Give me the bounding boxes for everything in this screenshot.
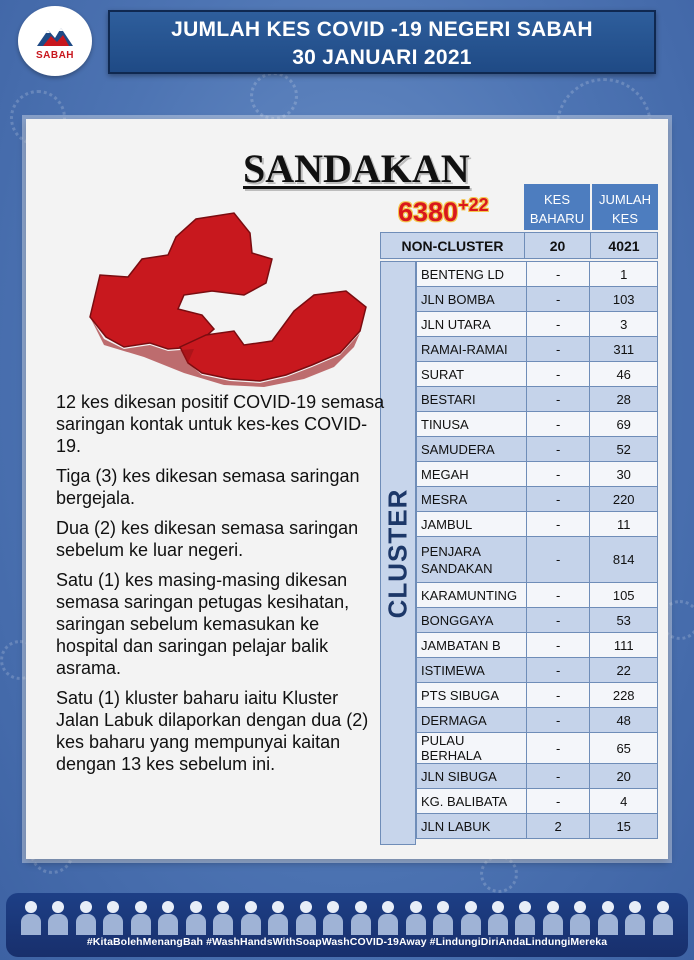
cluster-name: SURAT xyxy=(417,362,527,387)
table-row xyxy=(417,512,658,537)
table-row xyxy=(417,287,658,312)
frontliner-icon xyxy=(295,897,317,935)
cluster-new-cases: - xyxy=(526,683,589,708)
district-title: SANDAKAN xyxy=(243,146,470,191)
cluster-name: ISTIMEWA xyxy=(417,658,527,683)
cluster-name: KARAMUNTING xyxy=(417,583,527,608)
cluster-total-cases: 15 xyxy=(590,814,658,839)
frontliner-icon xyxy=(460,897,482,935)
cluster-new-cases: - xyxy=(526,733,589,764)
cluster-name: MESRA xyxy=(417,487,527,512)
cluster-new-cases: - xyxy=(526,789,589,814)
note-3: Dua (2) kes dikesan semasa saringan sebelum ke luar negeri. xyxy=(56,518,359,560)
frontliner-icon xyxy=(130,897,152,935)
cluster-new-cases: - xyxy=(526,412,589,437)
cluster-name: JAMBUL xyxy=(417,512,527,537)
cluster-new-cases: - xyxy=(526,337,589,362)
cluster-total-cases: 220 xyxy=(590,487,658,512)
cluster-total-cases: 69 xyxy=(590,412,658,437)
cluster-new-cases: - xyxy=(526,658,589,683)
cluster-new-cases: - xyxy=(526,764,589,789)
cluster-new-cases: - xyxy=(526,537,589,583)
cluster-total-cases: 228 xyxy=(590,683,658,708)
frontliner-icon xyxy=(267,897,289,935)
note-1: 12 kes dikesan positif COVID-19 semasa saringan kontak untuk kes-kes COVID-19. xyxy=(56,392,385,456)
cluster-total-cases: 1 xyxy=(590,262,658,287)
cluster-total-cases: 20 xyxy=(590,764,658,789)
frontliner-icon xyxy=(597,897,619,935)
cluster-name: JLN BOMBA xyxy=(417,287,527,312)
cluster-name: TINUSA xyxy=(417,412,527,437)
virus-decoration xyxy=(480,855,518,893)
frontliner-icon xyxy=(240,897,262,935)
table-row xyxy=(417,437,658,462)
cluster-total-cases: 11 xyxy=(590,512,658,537)
sabah-health-logo-icon xyxy=(33,22,77,50)
frontliner-icon xyxy=(350,897,372,935)
table-row xyxy=(417,814,658,839)
cluster-name: MEGAH xyxy=(417,462,527,487)
total-new-cases: +22 xyxy=(458,195,489,215)
cluster-new-cases: - xyxy=(526,487,589,512)
non-cluster-new: 20 xyxy=(525,233,591,258)
cluster-name: PULAU BERHALA xyxy=(417,733,527,764)
notes xyxy=(56,391,386,783)
table-row xyxy=(417,462,658,487)
cluster-name: RAMAI-RAMAI xyxy=(417,337,527,362)
cluster-total-cases: 3 xyxy=(590,312,658,337)
table-row xyxy=(417,412,658,437)
non-cluster-label: NON-CLUSTER xyxy=(381,233,525,258)
logo xyxy=(18,6,92,76)
header-date: 30 JANUARI 2021 xyxy=(292,46,472,69)
frontliner-icon xyxy=(185,897,207,935)
cluster-new-cases: - xyxy=(526,437,589,462)
frontliner-icon xyxy=(514,897,536,935)
cluster-total-cases: 4 xyxy=(590,789,658,814)
cluster-name: DERMAGA xyxy=(417,708,527,733)
cluster-total-cases: 311 xyxy=(590,337,658,362)
table-row xyxy=(417,633,658,658)
cluster-name: PENJARA SANDAKAN xyxy=(417,537,527,583)
frontliner-icon xyxy=(102,897,124,935)
table-row xyxy=(417,262,658,287)
frontliner-icon xyxy=(75,897,97,935)
cluster-total-cases: 30 xyxy=(590,462,658,487)
table-row xyxy=(417,537,658,583)
cluster-total-cases: 814 xyxy=(590,537,658,583)
virus-decoration xyxy=(250,72,298,120)
header-title: JUMLAH KES COVID -19 NEGERI SABAH xyxy=(171,18,593,41)
frontliner-icon xyxy=(569,897,591,935)
cluster-name: KG. BALIBATA xyxy=(417,789,527,814)
table-row xyxy=(417,583,658,608)
table-row xyxy=(417,708,658,733)
cluster-total-cases: 22 xyxy=(590,658,658,683)
cluster-new-cases: - xyxy=(526,262,589,287)
sandakan-map-icon xyxy=(84,197,384,387)
table-row xyxy=(417,362,658,387)
cluster-new-cases: - xyxy=(526,633,589,658)
cluster-total-cases: 48 xyxy=(590,708,658,733)
cluster-new-cases: - xyxy=(526,287,589,312)
cluster-total-cases: 28 xyxy=(590,387,658,412)
cluster-name: JLN SIBUGA xyxy=(417,764,527,789)
total-cases-value: 6380 xyxy=(398,197,459,227)
table-row xyxy=(417,387,658,412)
table-row xyxy=(417,337,658,362)
cluster-new-cases: - xyxy=(526,312,589,337)
cluster-new-cases: - xyxy=(526,462,589,487)
frontliner-icon xyxy=(652,897,674,935)
cluster-new-cases: - xyxy=(526,608,589,633)
frontliner-icon xyxy=(405,897,427,935)
total-cases xyxy=(398,195,518,228)
cluster-name: JAMBATAN B xyxy=(417,633,527,658)
cluster-name: BONGGAYA xyxy=(417,608,527,633)
table-row xyxy=(417,312,658,337)
logo-text: SABAH xyxy=(35,49,75,61)
cluster-new-cases: - xyxy=(526,708,589,733)
cluster-total-cases: 105 xyxy=(590,583,658,608)
frontliner-icon xyxy=(487,897,509,935)
cluster-new-cases: - xyxy=(526,512,589,537)
cluster-name: SAMUDERA xyxy=(417,437,527,462)
table-row xyxy=(417,683,658,708)
note-4: Satu (1) kes masing-masing dikesan semasa saringan petugas kesihatan, saringan sebelum kemasukan ke hospital dan saringan pelajar balik asrama. xyxy=(56,570,350,678)
table-row xyxy=(417,608,658,633)
non-cluster-row xyxy=(380,232,658,259)
frontliner-figures xyxy=(20,897,674,935)
frontliner-icon xyxy=(624,897,646,935)
cluster-name: JLN LABUK xyxy=(417,814,527,839)
note-5: Satu (1) kluster baharu iaitu Kluster Jalan Labuk dilaporkan dengan dua (2) kes baharu yang mempunyai kaitan dengan 13 kes sebelum ini. xyxy=(56,688,369,774)
cluster-new-cases: - xyxy=(526,583,589,608)
header-total-cases: JUMLAH KES xyxy=(592,184,658,230)
frontliner-icon xyxy=(542,897,564,935)
cluster-name: PTS SIBUGA xyxy=(417,683,527,708)
cluster-name: JLN UTARA xyxy=(417,312,527,337)
frontliner-icon xyxy=(20,897,42,935)
cluster-new-cases: 2 xyxy=(526,814,589,839)
cluster-total-cases: 46 xyxy=(590,362,658,387)
note-2: Tiga (3) kes dikesan semasa saringan bergejala. xyxy=(56,466,360,508)
frontliner-icon xyxy=(432,897,454,935)
table-row xyxy=(417,789,658,814)
cluster-total-cases: 53 xyxy=(590,608,658,633)
cluster-name: BENTENG LD xyxy=(417,262,527,287)
content-panel xyxy=(26,119,668,859)
table-row xyxy=(417,764,658,789)
cluster-total-cases: 111 xyxy=(590,633,658,658)
frontliner-icon xyxy=(377,897,399,935)
frontliner-icon xyxy=(47,897,69,935)
table-row xyxy=(417,733,658,764)
frontliner-icon xyxy=(212,897,234,935)
table-row xyxy=(417,658,658,683)
cluster-table xyxy=(416,261,658,839)
cluster-new-cases: - xyxy=(526,362,589,387)
page-header xyxy=(108,10,656,74)
cluster-total-cases: 65 xyxy=(590,733,658,764)
cluster-name: BESTARI xyxy=(417,387,527,412)
non-cluster-total: 4021 xyxy=(608,237,640,254)
cluster-total-cases: 52 xyxy=(590,437,658,462)
footer-hashtags: #KitaBolehMenangBah #WashHandsWithSoapWashCOVID-19Away #LindungiDiriAndaLindungiMereka xyxy=(86,936,608,948)
footer-banner xyxy=(6,893,688,957)
cluster-total-cases: 103 xyxy=(590,287,658,312)
frontliner-icon xyxy=(157,897,179,935)
cluster-label-text: CLUSTER xyxy=(382,488,413,618)
cluster-new-cases: - xyxy=(526,387,589,412)
header-new-cases: KES BAHARU xyxy=(524,184,590,230)
frontliner-icon xyxy=(322,897,344,935)
table-row xyxy=(417,487,658,512)
